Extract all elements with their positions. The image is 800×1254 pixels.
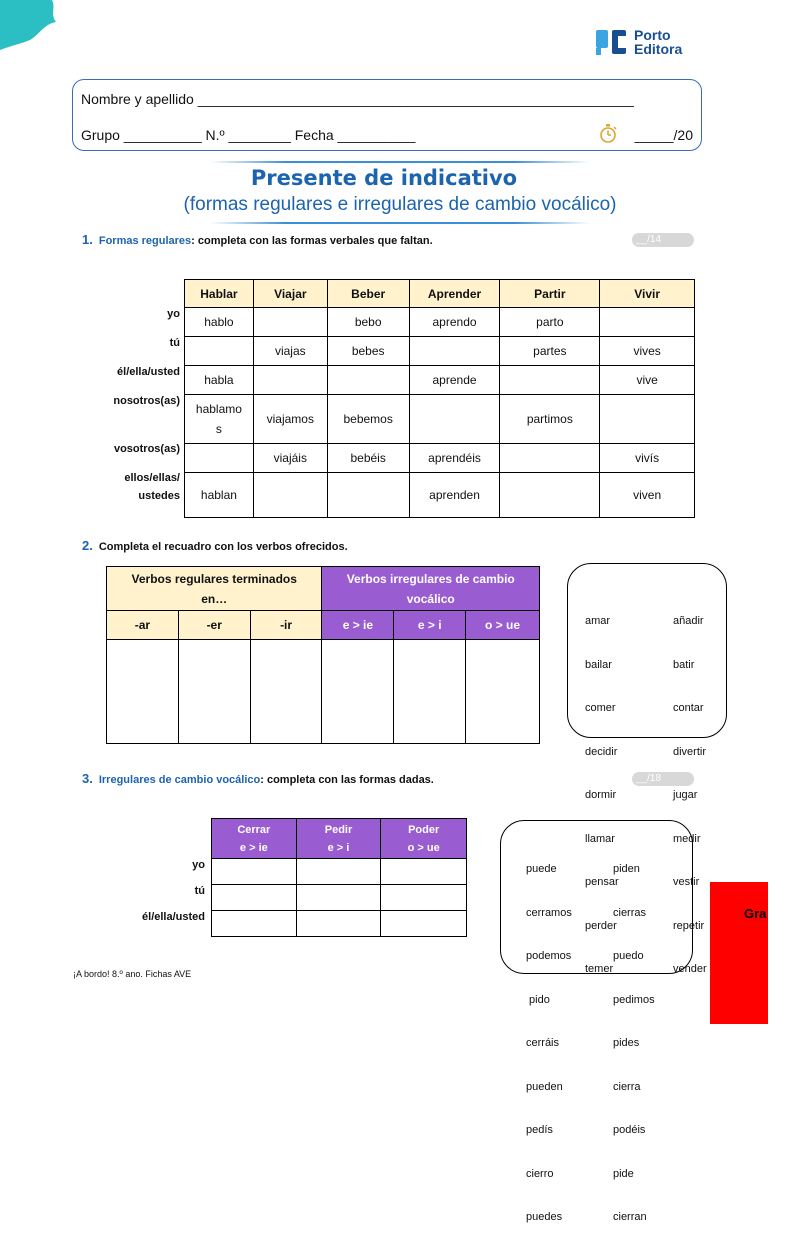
cell[interactable] — [327, 473, 409, 518]
answer-cell-o-ue[interactable] — [466, 640, 540, 744]
cell[interactable]: viajas — [253, 337, 327, 366]
header-viajar: Viajar — [253, 280, 327, 308]
footer-text: ¡A bordo! 8.º ano. Fichas AVE — [73, 969, 192, 979]
cell[interactable] — [253, 473, 327, 518]
header-poder-verb: Poder — [408, 823, 440, 836]
verb-forms-col1 — [526, 833, 572, 1254]
cell[interactable]: vivís — [600, 444, 695, 473]
list-item: batir — [673, 658, 695, 671]
table-row — [212, 859, 467, 885]
cell[interactable]: bebes — [327, 337, 409, 366]
table-header-row — [212, 819, 467, 859]
cell[interactable] — [600, 308, 695, 337]
porto-editora-logo-icon — [594, 28, 630, 56]
table-row — [212, 885, 467, 911]
section2-heading — [82, 538, 348, 553]
cell[interactable] — [500, 366, 600, 395]
cell[interactable]: bebemos — [327, 395, 409, 444]
table-row — [185, 366, 695, 395]
list-item: podéis — [613, 1124, 646, 1136]
section1-score[interactable]: __/14 — [632, 233, 694, 247]
cell[interactable] — [500, 444, 600, 473]
regular-verbs-table — [184, 279, 695, 518]
cell[interactable] — [409, 395, 500, 444]
total-score-field[interactable]: _____/20 — [634, 127, 693, 143]
list-item: dormir — [585, 789, 617, 801]
irregular-verbs-group-header: Verbos irregulares de cambio vocálico — [322, 567, 540, 611]
cell[interactable]: viajamos — [253, 395, 327, 444]
table-row — [185, 308, 695, 337]
list-item: puedes — [526, 1211, 563, 1223]
porto-editora-logo — [594, 26, 694, 58]
row-label-tu: tú — [194, 885, 205, 897]
cell[interactable] — [212, 859, 297, 885]
table-row — [185, 337, 695, 366]
cell[interactable] — [500, 473, 600, 518]
cell[interactable] — [253, 308, 327, 337]
section3-label: Irregulares de cambio vocálico — [98, 774, 261, 786]
list-item: bailar — [585, 658, 612, 671]
verb-classification-table — [106, 566, 540, 744]
cell[interactable] — [381, 911, 467, 937]
list-item: vender — [673, 963, 707, 975]
cell[interactable]: viajáis — [253, 444, 327, 473]
row-label-yo: yo — [192, 859, 205, 871]
cell[interactable]: bebo — [327, 308, 409, 337]
section3-heading — [82, 771, 434, 786]
header-partir: Partir — [500, 280, 600, 308]
logo-text-line1: Porto — [634, 27, 671, 43]
row-label-ellos: ellos/ellas/ — [124, 472, 180, 484]
list-item: pide — [613, 1167, 634, 1180]
subheader-o-ue: o > ue — [466, 611, 540, 640]
side-tab-label: Gra — [744, 906, 767, 921]
header-pedir — [296, 819, 381, 859]
cell[interactable] — [381, 859, 467, 885]
list-item: jugar — [673, 789, 698, 801]
row-label-ustedes: ustedes — [138, 490, 180, 502]
list-item: pedís — [526, 1124, 553, 1136]
subheader-er: -er — [178, 611, 250, 640]
corner-splash-decoration — [0, 0, 60, 52]
list-item: cierra — [613, 1080, 641, 1093]
section1-heading — [82, 232, 433, 247]
cell[interactable]: aprenden — [409, 473, 500, 518]
list-item: piden — [613, 863, 640, 875]
header-hablar: Hablar — [185, 280, 254, 308]
list-item: pueden — [526, 1080, 563, 1093]
list-item: perder — [585, 919, 617, 932]
list-item: puedo — [613, 950, 644, 962]
page-subtitle: (formas regulares e irregulares de cambio vocálico) — [183, 194, 617, 215]
list-item: puede — [526, 863, 557, 875]
cell[interactable]: vives — [600, 337, 695, 366]
group-header-row — [107, 567, 540, 611]
list-item: pido — [526, 993, 550, 1006]
header-aprender: Aprender — [409, 280, 500, 308]
list-item: medir — [673, 832, 701, 845]
header-cerrar-verb: Cerrar — [237, 823, 271, 836]
cell[interactable] — [185, 444, 254, 473]
section1-instruction: : completa con las formas verbales que faltan. — [191, 235, 433, 247]
answer-cell-ar[interactable] — [107, 640, 179, 744]
list-item: contar — [673, 702, 704, 714]
row-label-vosotros: vosotros(as) — [113, 443, 180, 455]
stopwatch-icon — [597, 122, 619, 144]
side-tab[interactable] — [710, 882, 768, 1024]
section2-number: 2. — [82, 538, 93, 553]
cell[interactable]: habla — [185, 366, 254, 395]
subheader-ar: -ar — [107, 611, 179, 640]
cell[interactable] — [296, 911, 381, 937]
cell[interactable] — [327, 366, 409, 395]
cell[interactable]: partimos — [500, 395, 600, 444]
cell[interactable] — [253, 366, 327, 395]
row-label-tu: tú — [169, 337, 180, 349]
answer-cell-e-i[interactable] — [394, 640, 466, 744]
header-poder — [381, 819, 467, 859]
list-item: cerramos — [526, 906, 572, 919]
name-field-line[interactable]: Nombre y apellido ________________________________________________________ — [81, 91, 634, 107]
cell[interactable]: parto — [500, 308, 600, 337]
table-row — [185, 473, 695, 518]
list-item: cierran — [613, 1211, 647, 1223]
cell[interactable]: bebéis — [327, 444, 409, 473]
title-bottom-rule — [210, 222, 590, 224]
list-item: pides — [613, 1037, 640, 1049]
subheader-row — [107, 611, 540, 640]
answer-cell-er[interactable] — [178, 640, 250, 744]
list-item: decidir — [585, 745, 618, 758]
list-item: comer — [585, 702, 616, 714]
list-item: vestir — [673, 876, 700, 888]
cell[interactable]: hablan — [185, 473, 254, 518]
section1-number: 1. — [82, 232, 93, 247]
section3-number: 3. — [82, 771, 93, 786]
regular-verbs-group-header: Verbos regulares terminados en… — [107, 567, 322, 611]
header-beber: Beber — [327, 280, 409, 308]
cell[interactable]: vive — [600, 366, 695, 395]
row-label-yo: yo — [167, 308, 180, 320]
cell[interactable] — [212, 885, 297, 911]
cell[interactable]: hablo — [185, 308, 254, 337]
cell[interactable] — [600, 395, 695, 444]
list-item: temer — [585, 963, 614, 975]
table-row — [185, 444, 695, 473]
answer-cell-e-ie[interactable] — [322, 640, 394, 744]
list-item: llamar — [585, 832, 615, 845]
verb-forms-col2 — [613, 833, 655, 1254]
list-item: cerráis — [526, 1037, 560, 1049]
header-vivir: Vivir — [600, 280, 695, 308]
row-label-nosotros: nosotros(as) — [113, 395, 180, 407]
cell[interactable] — [409, 337, 500, 366]
list-item: divertir — [673, 745, 707, 758]
list-item: añadir — [673, 615, 704, 627]
student-info-box — [72, 79, 702, 151]
cell[interactable] — [296, 859, 381, 885]
row-label-el: él/ella/usted — [142, 911, 205, 923]
row-label-el: él/ella/usted — [117, 366, 180, 378]
header-pedir-change: e > i — [327, 841, 350, 854]
answer-cell-ir[interactable] — [250, 640, 322, 744]
group-number-date-line[interactable]: Grupo __________ N.º ________ Fecha __________ — [81, 127, 416, 143]
subheader-e-i: e > i — [394, 611, 466, 640]
cell[interactable]: hablamo s — [185, 395, 254, 444]
header-cerrar — [212, 819, 297, 859]
table-row — [185, 395, 695, 444]
table-header-row — [185, 280, 695, 308]
verb-forms-bank-box — [500, 820, 693, 1223]
cell[interactable]: viven — [600, 473, 695, 518]
answer-row — [107, 640, 540, 744]
header-poder-change: o > ue — [407, 841, 440, 854]
stem-changing-verbs-table — [211, 818, 467, 937]
section3-score[interactable]: __/18 — [632, 772, 694, 786]
title-top-rule — [210, 161, 590, 163]
cell[interactable]: aprendéis — [409, 444, 500, 473]
cell[interactable] — [185, 337, 254, 366]
list-item: cierras — [613, 906, 647, 919]
table-row — [212, 911, 467, 937]
page-title: Presente de indicativo — [250, 166, 518, 190]
cell[interactable]: partes — [500, 337, 600, 366]
cell[interactable] — [381, 885, 467, 911]
cell[interactable] — [212, 911, 297, 937]
section1-label: Formas regulares — [98, 235, 192, 247]
list-item: repetir — [673, 919, 705, 932]
list-item: pensar — [585, 876, 619, 888]
list-item: cierro — [526, 1167, 554, 1180]
cell[interactable]: aprendo — [409, 308, 500, 337]
list-item: pedimos — [613, 993, 655, 1006]
header-pedir-verb: Pedir — [324, 823, 353, 836]
list-item: amar — [585, 615, 611, 627]
cell[interactable] — [296, 885, 381, 911]
list-item: podemos — [526, 950, 572, 962]
subheader-ir: -ir — [250, 611, 322, 640]
cell[interactable]: aprende — [409, 366, 500, 395]
header-cerrar-change: e > ie — [239, 841, 268, 854]
subheader-e-ie: e > ie — [322, 611, 394, 640]
section2-instruction: Completa el recuadro con los verbos ofrecidos. — [98, 541, 348, 553]
section3-instruction: : completa con las formas dadas. — [260, 774, 434, 786]
logo-text-line2: Editora — [634, 41, 683, 57]
